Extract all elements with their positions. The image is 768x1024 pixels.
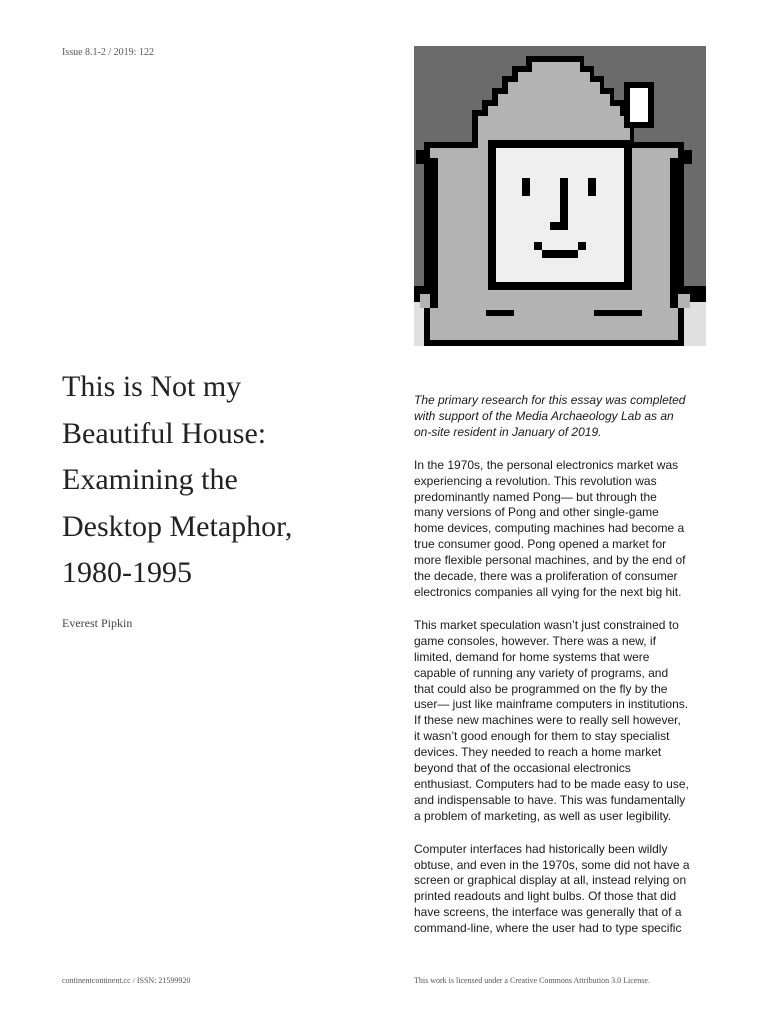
text-line: obtuse, and even in the 1970s, some did not have a (414, 857, 690, 872)
text-line: and indispensable to have. This was fundamentally (414, 792, 686, 807)
text-line: more flexible personal machines, and by the end of (414, 553, 686, 568)
text-line: on-site resident in January of 2019. (414, 424, 602, 439)
text-line: The primary research for this essay was completed (414, 393, 686, 407)
body-paragraph-3 (414, 842, 714, 937)
figure-happy-mac-house (414, 46, 706, 346)
text-line: beyond that of the occasional electronics (414, 761, 631, 776)
text-line: electronics companies all vying for the next big hit. (414, 584, 682, 599)
title-line: Beautiful House: (62, 416, 267, 450)
text-line: true consumer good. Pong opened a market for (414, 537, 667, 552)
text-line: have screens, the interface was generally that of a (414, 905, 682, 920)
text-line: game consoles, however. There was a new, if (414, 633, 656, 648)
text-line: This market speculation wasn’t just constrained to (414, 617, 679, 632)
footer-journal-info: continentcontinent.cc / ISSN: 21599920 (62, 976, 191, 985)
issue-label: Issue 8.1-2 / 2019: 122 (62, 47, 154, 58)
text-line: Computer interfaces had historically been wildly (414, 841, 668, 856)
text-line: capable of running any variety of programs, and (414, 665, 669, 680)
text-line: If these new machines were to really sell however, (414, 713, 681, 728)
article-title (62, 364, 362, 597)
text-line: with support of the Media Archaeology Lab as an (414, 408, 674, 423)
article-body (414, 393, 714, 954)
body-paragraph-1 (414, 458, 714, 601)
text-line: user— just like mainframe computers in institutions. (414, 697, 689, 712)
text-line: predominantly named Pong— but through the (414, 489, 657, 504)
text-line: command-line, where the user had to type specific (414, 921, 682, 936)
author-name: Everest Pipkin (62, 616, 133, 630)
text-line: home devices, computing machines had become a (414, 521, 685, 536)
text-line: enthusiast. Computers had to be made easy to use, (414, 776, 689, 791)
body-paragraph-2 (414, 618, 714, 825)
text-line: many versions of Pong and other single-game (414, 505, 659, 520)
text-line: that could also be programmed on the fly by the (414, 681, 668, 696)
text-line: it wasn’t good enough for them to stay specialist (414, 729, 670, 744)
footer-license: This work is licensed under a Creative Commons Attribution 3.0 License. (414, 976, 650, 985)
title-line: Examining the (62, 463, 238, 496)
happy-mac-house-icon (414, 46, 706, 346)
text-line: In the 1970s, the personal electronics market was (414, 457, 679, 472)
text-line: devices. They needed to reach a home market (414, 745, 662, 760)
title-line: Desktop Metaphor, (62, 509, 293, 543)
text-line: the decade, there was a proliferation of consumer (414, 569, 678, 584)
text-line: experiencing a revolution. This revolution was (414, 473, 657, 488)
text-line: limited, demand for home systems that were (414, 649, 650, 664)
title-line: 1980-1995 (62, 556, 192, 589)
text-line: screen or graphical display at all, instead relying on (414, 873, 687, 888)
acknowledgement-paragraph (414, 393, 714, 441)
title-line: This is Not my (62, 370, 242, 403)
text-line: a problem of marketing, as well as user legibility. (414, 808, 672, 823)
text-line: printed readouts and light bulbs. Of those that did (414, 889, 677, 904)
